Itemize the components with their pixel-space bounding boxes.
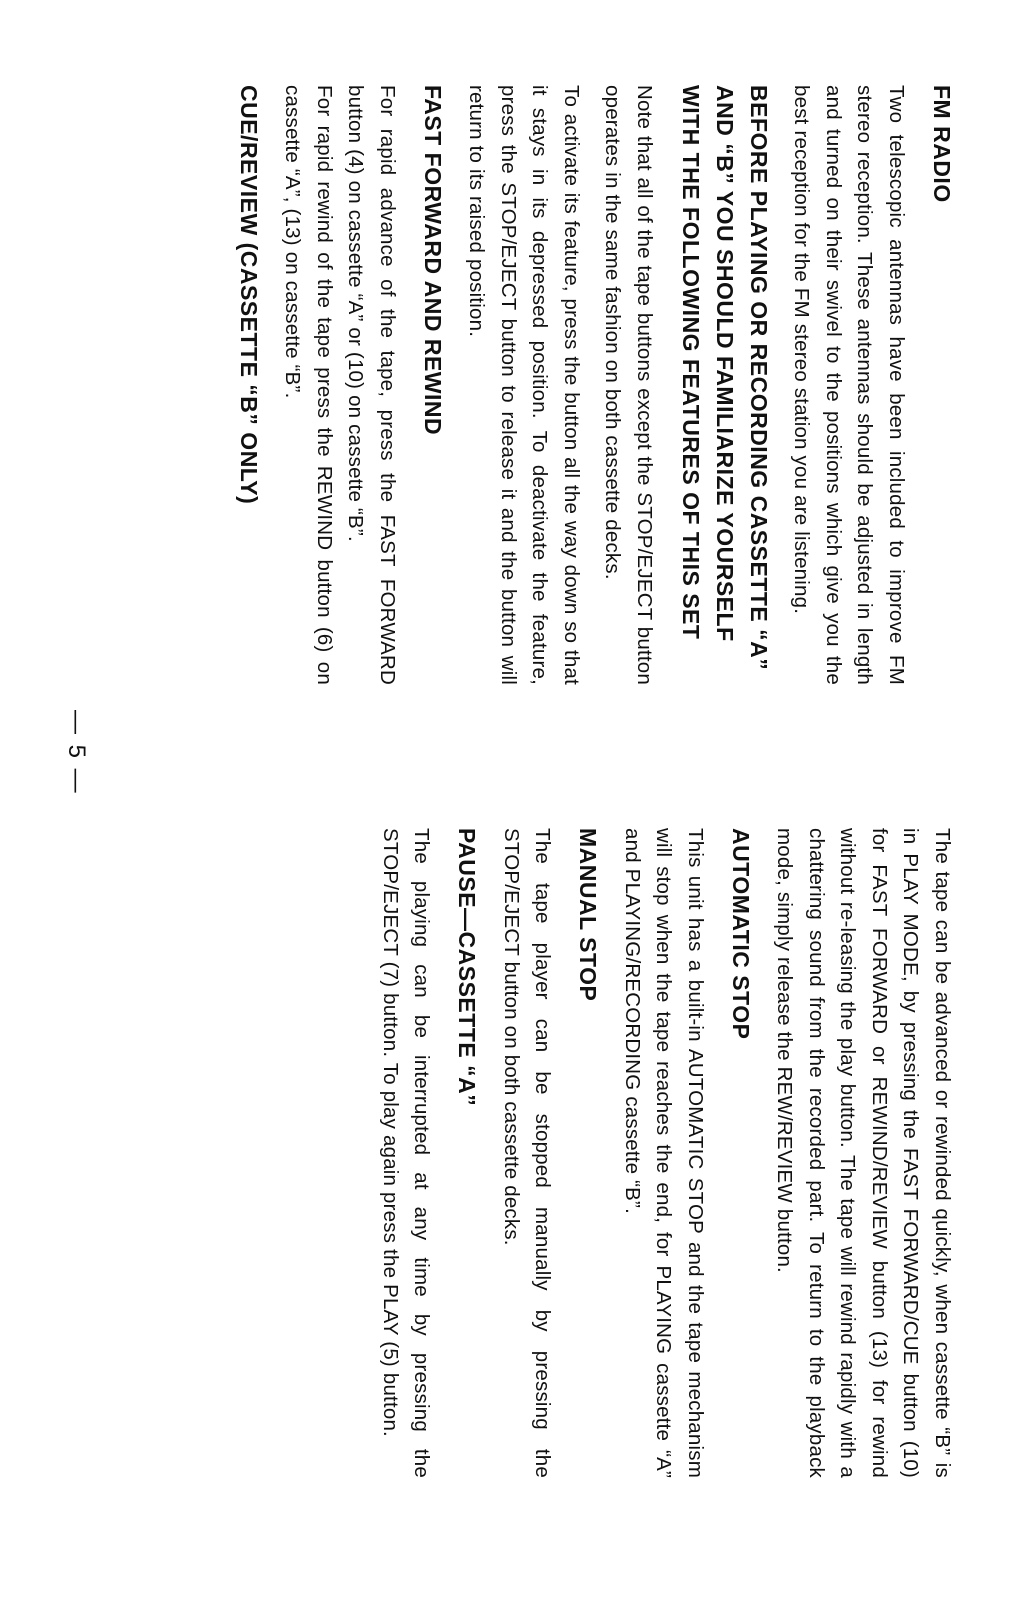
fm-radio-heading: FM RADIO [929, 85, 955, 203]
right-column [375, 828, 959, 1478]
fast-forward-text-1: For rapid advance of the tape, press the FAST FORWARD button (4) on cassette “A” or (10) on cassette “B”. [344, 85, 399, 685]
automatic-stop-heading: AUTOMATIC STOP [728, 828, 754, 1040]
fm-radio-text: Two telescopic antennas have been included to improve FM stereo reception. These antennas should be adjusted in length and turned on their swivel to the positions which give you the best reception for the FM stereo station you are listening. [790, 85, 908, 685]
cue-review-text: The tape can be advanced or rewinded quickly, when cassette “B” is in PLAY MODE, by pressing the FAST FORWARD/CUE button (10) for FAST FORWARD or REWIND/REVIEW button (13) for rewind without re-leasing the play button. The tape will rewind rapidly with a chattering sound from the recorded part. To return to the playback mode, simply release the REW/REVIEW button. [773, 828, 954, 1478]
pause-heading: PAUSE—CASSETTE “A” [454, 828, 481, 1107]
cue-review-heading: CUE/REVIEW (CASSETTE “B” ONLY) [236, 85, 262, 505]
manual-stop-heading: MANUAL STOP [575, 828, 602, 1002]
familiarize-text-2: To activate its feature, press the button all the way down so that it stays in its depressed position. To deactivate the feature, press the STOP/EJECT button to release it and the button will return to its raised position. [465, 85, 583, 685]
left-column [219, 85, 958, 685]
manual-stop-text: The tape player can be stopped manually by pressing the STOP/EJECT button on both cassette decks. [500, 828, 555, 1478]
familiarize-text-1: Note that all of the tape buttons except the STOP/EJECT button operates in the same fashion on both cassette decks. [601, 85, 656, 685]
pause-text: The playing can be interrupted at any time by pressing the STOP/EJECT (7) button. To play again press the PLAY (5) button. [379, 828, 434, 1478]
fast-forward-heading: FAST FORWARD AND REWIND [420, 85, 446, 436]
fast-forward-text-2: For rapid rewind of the tape press the REWIND button (6) on cassette “A”, (13) on cassette “B”. [281, 85, 336, 685]
familiarize-heading: BEFORE PLAYING OR RECORDING CASSETTE “A” AND “B” YOU SHOULD FAMILIARIZE YOURSELF WITH THE FOLLOWING FEATURES OF THIS SET [678, 85, 772, 671]
page-number: — 5 — [63, 710, 90, 795]
automatic-stop-text: This unit has a built-in AUTOMATIC STOP and the tape mechanism will stop when the tape reaches the end, for PLAYING cassette “A” and PLAYING/RECORDING cassette “B”. [621, 828, 707, 1478]
